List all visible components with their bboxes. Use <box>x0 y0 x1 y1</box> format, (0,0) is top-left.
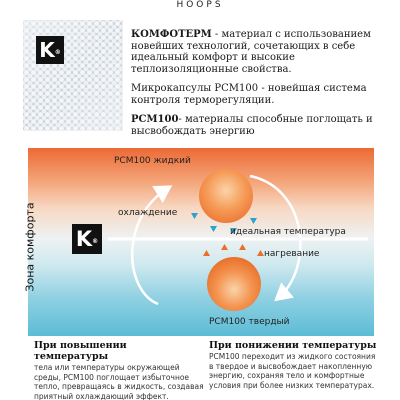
label-ideal-temp: идеальная температура <box>230 227 346 237</box>
label-pcm-liquid: PCM100 жидкий <box>114 156 191 166</box>
brand-logo: HOOPS <box>176 0 224 10</box>
fabric-swatch-image <box>23 20 123 131</box>
label-cooling: охлаждение <box>118 208 178 218</box>
label-heating: нагревание <box>264 249 320 259</box>
label-pcm-solid: PCM100 твердый <box>209 317 290 327</box>
heating-column-title: При повышении температуры <box>34 340 127 362</box>
cooling-column-title: При понижении температуры <box>209 340 377 351</box>
solid-sphere <box>207 257 261 311</box>
k-logo-diagram-letter: K <box>75 227 93 251</box>
komfoterm-term: КОМФОТЕРМ <box>131 29 212 40</box>
heating-column-text: тела или температуры окружающей среды, PCM100 поглощает избыточное тепло, превращаясь в жидкость, создавая приятный охлаждающий эффект. <box>34 363 204 400</box>
pcm-term: PCM100 <box>131 114 179 125</box>
cooling-column <box>209 340 379 390</box>
comfort-zone-label: Зона комфорта <box>23 202 37 292</box>
k-logo-letter: K <box>39 38 55 62</box>
cooling-column-text: PCM100 переходит из жидкого состояния в твердое и высвобождает накопленную энергию, сохраняя тело и комфортные условия при более низких температурах. <box>209 352 376 390</box>
heating-column <box>34 340 204 400</box>
pcm-desc: - материалы способные поглощать и высвобождать энергию <box>131 114 373 137</box>
k-logo-diagram-icon: K® <box>72 224 102 254</box>
komfoterm-desc: - материал с использованием новейших технологий, сочетающих в себе идеальный комфорт и высокие теплоизоляционные свойства. <box>131 29 371 75</box>
intro-paragraph-2: Микрокапсулы PCM100 - новейшая система контроля терморегуляции. <box>131 83 367 106</box>
cycle-arrow-left <box>132 188 168 304</box>
intro-paragraph-1 <box>131 29 393 75</box>
intro-text <box>131 29 393 145</box>
thermoregulation-diagram <box>28 148 374 336</box>
intro-paragraph-3 <box>131 114 393 137</box>
liquid-sphere <box>199 169 253 223</box>
k-logo-icon: K® <box>36 36 64 64</box>
heating-triangles-icon <box>203 244 264 256</box>
